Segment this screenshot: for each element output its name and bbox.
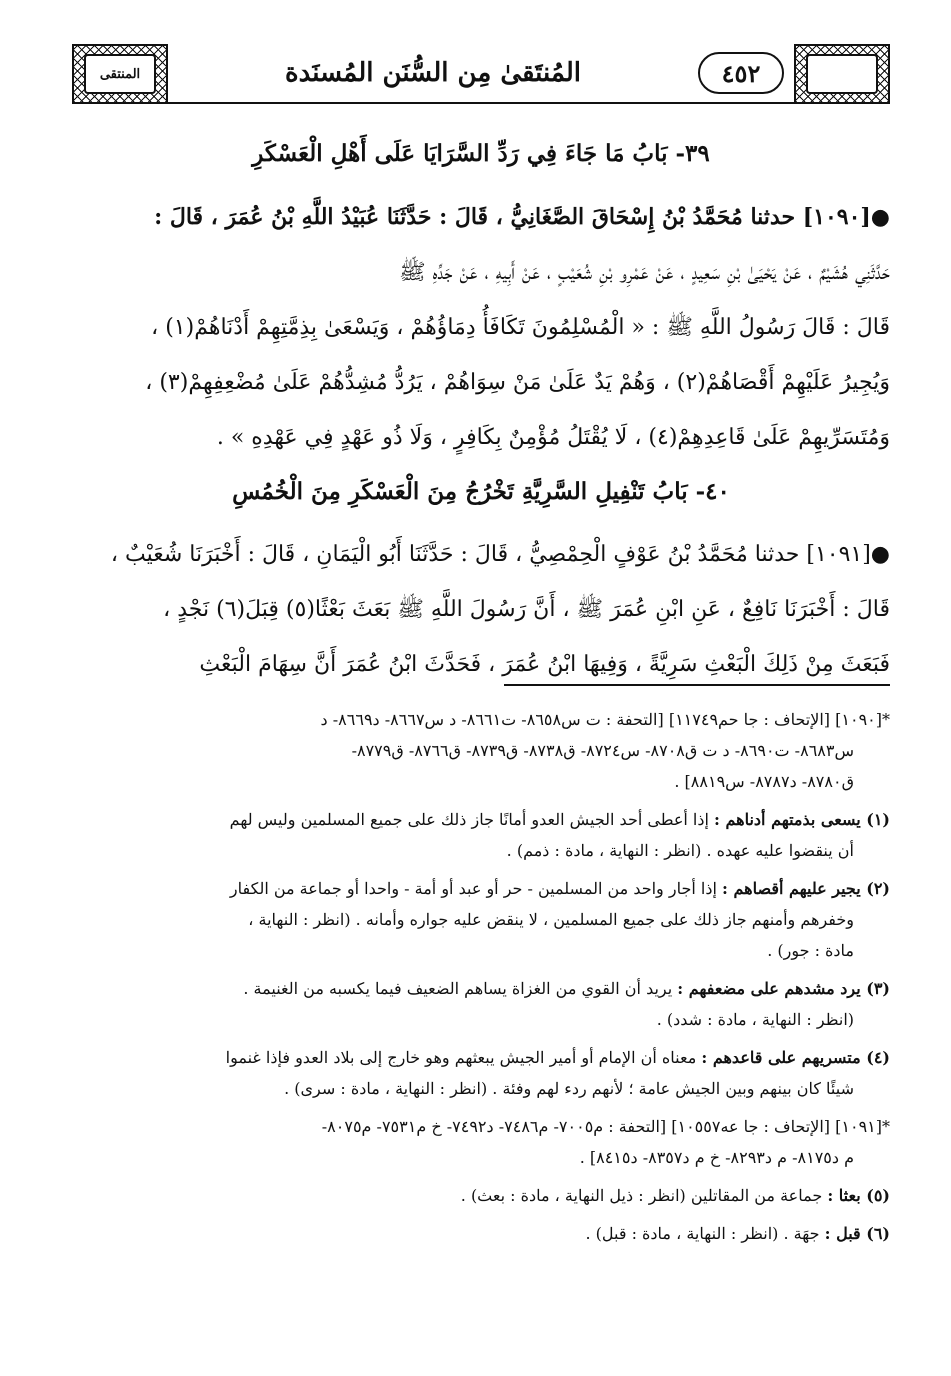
footnote-line: أن ينقضوا عليه عهده . (انظر : النهاية ، مادة : ذمم) . [506,841,854,860]
footnote-line: *[١٠٩٠] [الإتحاف : جا حم١١٧٤٩] [التحفة : ت س٨٦٥٨- ت٨٦٦١- د س٨٦٦٧- د٨٦٦٩- د [320,710,890,729]
hadith-line: ●[١٠٩١] حدثنا مُحَمَّدُ بْنُ عَوْفٍ الْحِمْصِيُّ ، قَالَ : حَدَّثَنَا أَبُو الْيَمَانِ ، قَالَ : أَخْبَرَنَا شُعَيْبٌ ، [110,542,890,567]
footnote-lead: (٥) بعثا : [827,1186,890,1205]
footnote-lead: (٣) يرد مشدهم على مضعفهم : [677,979,890,998]
footnote-text: جهَة . (انظر : النهاية ، مادة : قبل) . [585,1224,820,1243]
footnote-line [72,1042,890,1073]
footnote-line [72,973,890,1004]
hadith-line: قَالَ : قَالَ رَسُولُ اللَّهِ ﷺ : « الْمُسْلِمُونَ تَكَافَأُ دِمَاؤُهُمْ ، وَيَسْعَىٰ بِذِمَّتِهِمْ أَدْنَاهُمْ(١) ، [151,315,890,340]
hadith-line: قَالَ : أَخْبَرَنَا نَافِعٌ ، عَنِ ابْنِ عُمَرَ ﷺ ، أَنَّ رَسُولَ اللَّهِ ﷺ بَعَثَ بَعْثًا(٥) قِبَلَ(٦) نَجْدٍ ، [163,597,890,622]
footnote-lead: (٢) يجير عليهم أقصاهم : [722,879,890,898]
footnote-6 [72,1218,890,1249]
footnote-line [72,873,890,904]
footnote-lead: (٤) متسريهم على قاعدهم : [701,1048,890,1067]
chapter-heading-39: ٣٩- بَابُ مَا جَاءَ فِي رَدِّ السَّرَايَا عَلَى أَهْلِ الْعَسْكَرِ [252,140,710,167]
hadith-line: وَيُجِيرُ عَلَيْهِمْ أَقْصَاهُمْ(٢) ، وَهُمْ يَدٌ عَلَىٰ مَنْ سِوَاهُمْ ، يَرُدُّ مُشِدُّهُمْ عَلَىٰ مُضْعِفِهِمْ(٣) ، [145,370,890,395]
footnote-5 [72,1180,890,1211]
hadith-line: وَمُتَسَرِّيهِمْ عَلَىٰ قَاعِدِهِمْ(٤) ، لَا يُقْتَلُ مُؤْمِنٌ بِكَافِرٍ ، وَلَا ذُو عَهْدٍ فِي عَهْدِهِ » . [216,425,890,450]
footnote-takhrij-1091 [72,1111,890,1173]
hadith-line: ●[١٠٩٠] حدثنا مُحَمَّدُ بْنُ إِسْحَاقَ الصَّغَانِيُّ ، قَالَ : حَدَّثَنَا عُبَيْدُ اللَّهِ بْنُ عُمَرَ ، قَالَ : [154,204,890,230]
footnote-text: إذا أعطى أحد الجيش العدو أمانًا جاز ذلك على جميع المسلمين وليس لهم [229,810,709,829]
footnote-line: مادة : جور) . [767,941,854,960]
chapter-heading-40: ٤٠- بَابُ تَنْفِيلِ السَّرِيَّةِ تَخْرُجُ مِنَ الْعَسْكَرِ مِنَ الْخُمُسِ [232,478,730,505]
footnote-text: إذا أجار واحد من المسلمين - حر أو عبد أو أمة - واحدا أو جماعة من الكفار [229,879,717,898]
footnote-text: جماعة من المقاتلين (انظر : ذيل النهاية ، مادة : بعث) . [460,1186,823,1205]
footnote-line [72,804,890,835]
ornament-label-right [806,54,878,94]
footnotes [72,704,890,1256]
footnote-line: ق٨٧٨٠- د٨٧٨٧- س٨٨١٩] . [674,772,854,791]
header-rule [72,102,890,104]
hadith-1090 [72,190,890,465]
hadith-line: حَدَّثَنِي هُشَيْمٌ ، عَنْ يَحْيَىٰ بْنِ سَعِيدٍ ، عَنْ عَمْرِو بْنِ شُعَيْبٍ ، عَنْ أَبِيهِ ، عَنْ جَدِّهِ ﷺ [399,260,890,285]
page-number: ٤٥٢ [698,52,784,94]
footnote-text: يريد أن القوي من الغزاة يساهم الضعيف فيما يكسبه من الغنيمة . [243,979,673,998]
footnote-lead: (٦) قبل : [824,1224,890,1243]
footnote-line: وخفرهم وأمنهم جاز ذلك على جميع المسلمين ، لا ينقض عليه جواره وأمانه . (انظر : النهاية ، [248,910,854,929]
hadith-line: فَبَعَثَ مِنْ ذَلِكَ الْبَعْثِ سَرِيَّةً ، وَفِيهَا ابْنُ عُمَرَ ، فَحَدَّثَ ابْنُ عُمَرَ أَنَّ سِهَامَ الْبَعْثِ [199,652,890,677]
header-ornament-left [72,44,168,104]
footnote-text: معناه أن الإمام أو أمير الجيش يبعثهم وهو خارج إلى بلاد العدو فإذا غنموا [225,1048,697,1067]
header-ornament-right [794,44,890,104]
footnote-line: شيئًا كان بينهم وبين الجيش عامة ؛ لأنهم ردء لهم وفئة . (انظر : النهاية ، مادة : سرى) . [284,1079,854,1098]
footnote-line: م د٨١٧٥- م د٨٢٩٣- خ م د٨٣٥٧- د٨٤١٥] . [579,1148,854,1167]
footnote-lead: (١) يسعى بذمتهم أدناهم : [714,810,890,829]
footnote-line [72,1218,890,1249]
running-title: المُنتَقىٰ مِن السُّنَن المُسنَدة [284,58,582,88]
footnote-2 [72,873,890,966]
page-header [72,44,890,104]
footnote-4 [72,1042,890,1104]
footnote-line: (انظر : النهاية ، مادة : شدد) . [656,1010,854,1029]
footnote-1 [72,804,890,866]
footnote-separator [504,684,890,686]
footnote-takhrij-1090 [72,704,890,797]
footnote-line: س٨٦٨٣- ت٨٦٩٠- د ت ق٨٧٠٨- س٨٧٢٤- ق٨٧٣٨- ق٨٧٣٩- ق٨٧٦٦- ق٨٧٧٩- [351,741,854,760]
hadith-1091 [72,527,890,692]
footnote-line: *[١٠٩١] [الإتحاف : جا عه١٠٥٥٧] [التحفة : م٧٠٠٥- م٧٤٨٦- د٧٤٩٢- خ م٧٥٣١- م٨٠٧٥- [321,1117,890,1136]
footnote-line [72,1180,890,1211]
ornament-label: المنتقى [84,54,156,94]
footnote-3 [72,973,890,1035]
